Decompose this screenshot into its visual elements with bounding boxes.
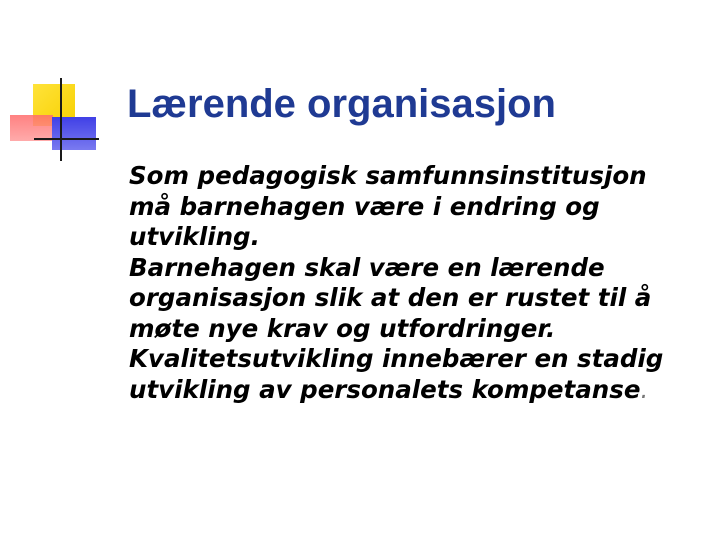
text-line: Kvalitetsutvikling innebærer en stadig xyxy=(129,344,664,373)
slide-title: Lærende organisasjon xyxy=(127,82,556,126)
horizontal-line xyxy=(34,138,99,140)
text-line: Barnehagen skal være en lærende xyxy=(129,252,605,282)
paragraph-3 xyxy=(129,344,689,405)
paragraph-2 xyxy=(129,253,689,345)
text-line: utvikling. xyxy=(129,222,260,251)
text-line: møte nye krav og utfordringer. xyxy=(129,313,556,343)
text-line: Som pedagogisk samfunnsinstitusjon xyxy=(129,161,647,190)
slide-body xyxy=(129,161,689,405)
decorative-squares-logo xyxy=(0,0,100,170)
vertical-line xyxy=(60,78,62,161)
blue-square xyxy=(52,117,96,150)
trailing-period: . xyxy=(640,374,649,404)
paragraph-1 xyxy=(129,161,689,253)
text-line: organisasjon slik at den er rustet til å xyxy=(129,283,652,312)
text-line: må barnehagen være i endring og xyxy=(129,191,600,221)
text-line: utvikling av personalets kompetanse xyxy=(129,374,641,404)
